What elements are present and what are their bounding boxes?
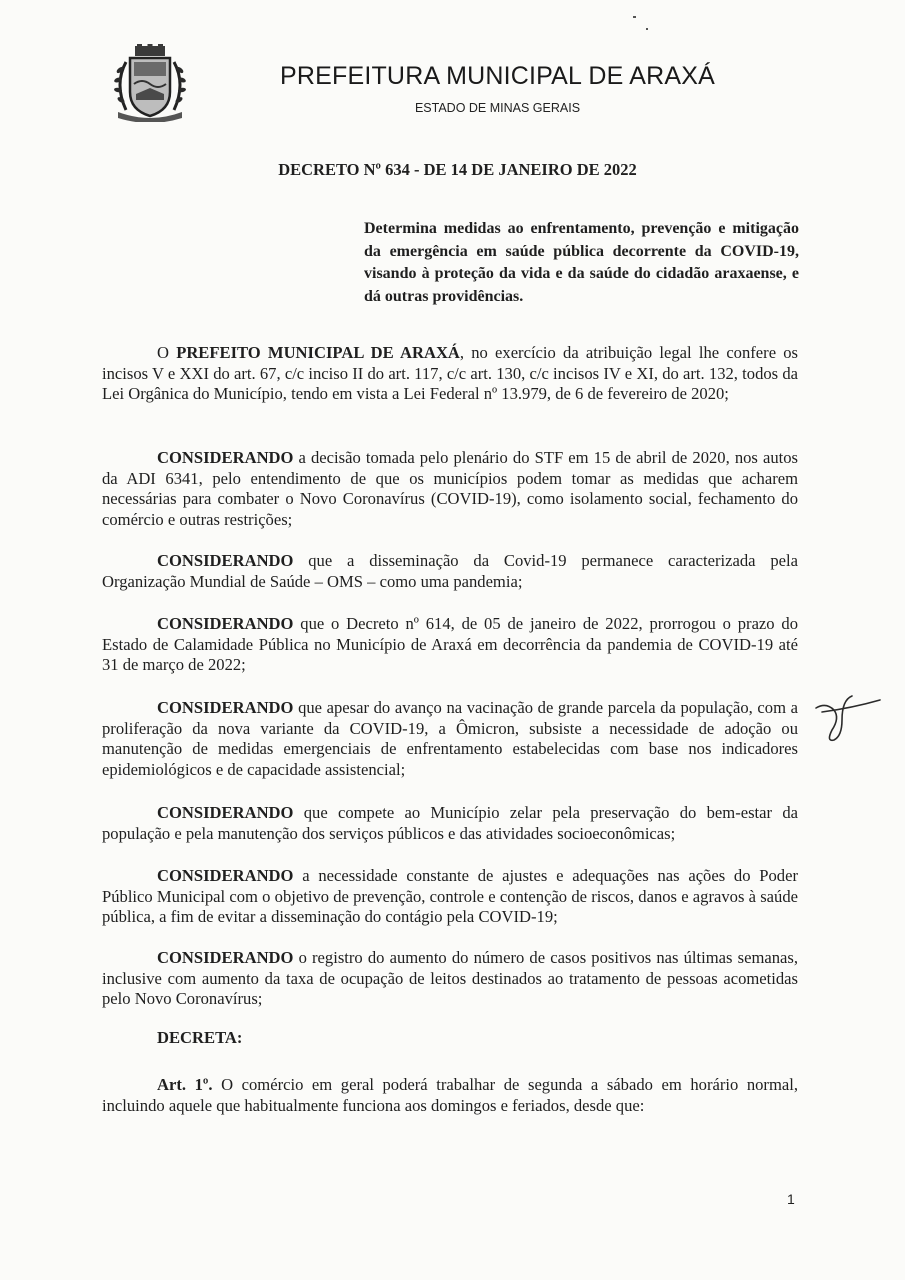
scan-speck (633, 16, 636, 18)
page-title: PREFEITURA MUNICIPAL DE ARAXÁ (279, 62, 716, 90)
handwritten-initial-signature (812, 690, 882, 745)
decree-summary: Determina medidas ao enfrentamento, prevenção e mitigação da emergência em saúde pública decorrente da COVID-19, visando à proteção da vida e da saúde do cidadão araxaense, e dá outras providências. (364, 220, 799, 305)
considerando-paragraph (102, 551, 798, 592)
decreta-heading: DECRETA: (157, 1028, 243, 1047)
considerando-paragraph (102, 948, 798, 1010)
considerando-paragraph (102, 803, 798, 844)
article-1-text: O comércio em geral poderá trabalhar de segunda a sábado em horário normal, incluindo aquele que habitualmente funciona aos domingos e feriados, desde que: (102, 1075, 798, 1115)
page-number: 1 (787, 1191, 795, 1207)
considerando-keyword: CONSIDERANDO (157, 448, 294, 467)
article-1-paragraph (102, 1075, 798, 1116)
considerando-keyword: CONSIDERANDO (157, 614, 294, 633)
preamble-bold: PREFEITO MUNICIPAL DE ARAXÁ (176, 343, 460, 362)
article-1-label: Art. 1º. (157, 1075, 213, 1094)
considerando-paragraph (102, 698, 798, 780)
considerando-paragraph (102, 866, 798, 928)
considerando-text: a necessidade constante de ajustes e adequações nas ações do Poder Público Municipal com o objetivo de prevenção, controle e contenção de riscos, danos e agravos à saúde pública, a fim de evitar a disseminação do contágio pela COVID-19; (102, 866, 798, 926)
preamble-text: , no exercício da atribuição legal lhe confere os incisos V e XXI do art. 67, c/c inciso II do art. 117, c/c art. 130, c/c incisos IV e XI, do art. 132, todos da Lei Orgânica do Município, tendo em vista a Lei Federal nº 13.979, de 6 de fevereiro de 2020; (102, 343, 798, 403)
preamble-lead: O (157, 343, 177, 362)
considerando-keyword: CONSIDERANDO (157, 551, 294, 570)
considerando-keyword: CONSIDERANDO (157, 803, 294, 822)
considerando-keyword: CONSIDERANDO (157, 948, 294, 967)
considerando-paragraph (102, 448, 798, 530)
considerando-text: que compete ao Município zelar pela preservação do bem-estar da população e pela manutenção dos serviços públicos e das atividades socioeconômicas; (102, 803, 798, 843)
considerando-text: o registro do aumento do número de casos positivos nas últimas semanas, inclusive com aumento da taxa de ocupação de leitos destinados ao tratamento de pessoas acometidas pelo Novo Coronavírus; (102, 948, 798, 1008)
considerando-text: a decisão tomada pelo plenário do STF em 15 de abril de 2020, nos autos da ADI 6341, pelo entendimento de que os municípios podem tomar as medidas que acharem necessárias para combater o Novo Coronavírus (COVID-19), como isolamento social, fechamento do comércio e outras restrições; (102, 448, 798, 529)
considerando-text: que apesar do avanço na vacinação de grande parcela da população, com a proliferação da nova variante da COVID-19, a Ômicron, subsiste a necessidade de adoção ou manutenção de medidas emergenciais de enfrentamento estabelecidas com base nos indicadores epidemiológicos e de capacidade assistencial; (102, 698, 798, 779)
considerando-text: que a disseminação da Covid-19 permanece caracterizada pela Organização Mundial de Saúde – OMS – como uma pandemia; (102, 551, 798, 591)
considerando-text: que o Decreto nº 614, de 05 de janeiro de 2022, prorrogou o prazo do Estado de Calamidade Pública no Município de Araxá em decorrência da pandemia de COVID-19 até 31 de março de 2022; (102, 614, 798, 674)
considerando-keyword: CONSIDERANDO (157, 698, 294, 717)
considerando-paragraph (102, 614, 798, 676)
preamble-paragraph (102, 343, 798, 405)
decree-title: DECRETO Nº 634 - DE 14 DE JANEIRO DE 2022 (278, 160, 637, 179)
scan-speck (646, 28, 648, 30)
considerando-keyword: CONSIDERANDO (157, 866, 294, 885)
page-subtitle: ESTADO DE MINAS GERAIS (414, 101, 581, 115)
